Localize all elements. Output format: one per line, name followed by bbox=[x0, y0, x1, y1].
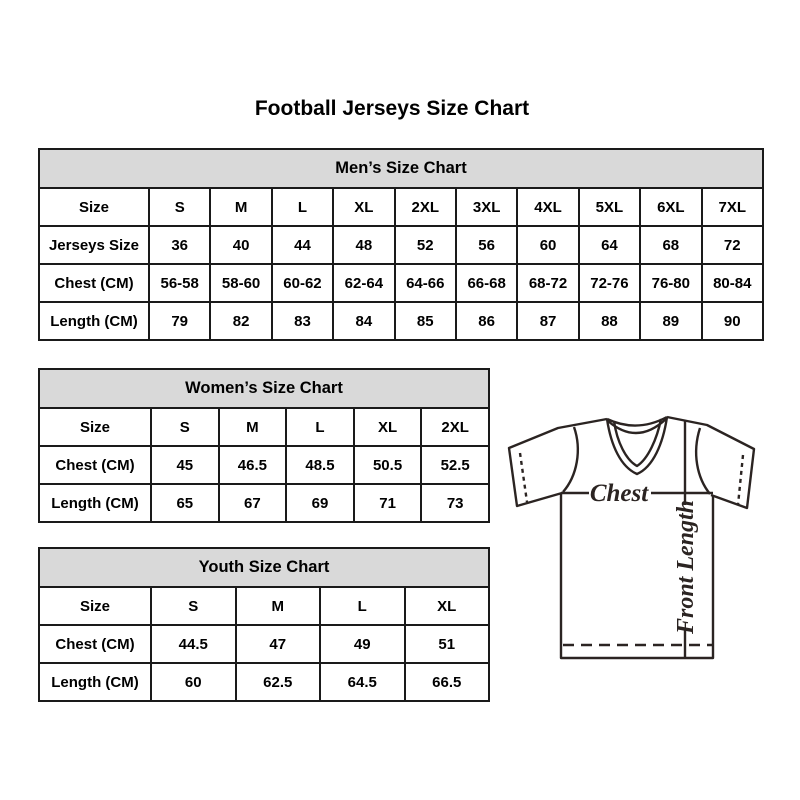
value-cell: 60 bbox=[517, 226, 578, 264]
row-label-cell: Size bbox=[39, 408, 151, 446]
value-cell: S bbox=[149, 188, 210, 226]
row-label-cell: Length (CM) bbox=[39, 484, 151, 522]
value-cell: 58-60 bbox=[210, 264, 271, 302]
value-cell: 73 bbox=[421, 484, 489, 522]
mens-size-table bbox=[38, 148, 764, 341]
value-cell: 64.5 bbox=[320, 663, 405, 701]
value-cell: 80-84 bbox=[702, 264, 763, 302]
table-row bbox=[39, 625, 489, 663]
value-cell: 60 bbox=[151, 663, 236, 701]
jersey-right-armhole-seam bbox=[696, 428, 710, 494]
value-cell: 48.5 bbox=[286, 446, 354, 484]
row-label-cell: Size bbox=[39, 587, 151, 625]
value-cell: 86 bbox=[456, 302, 517, 340]
value-cell: 5XL bbox=[579, 188, 640, 226]
table-title-row bbox=[39, 548, 489, 587]
row-label-cell: Chest (CM) bbox=[39, 446, 151, 484]
value-cell: 64 bbox=[579, 226, 640, 264]
value-cell: 66.5 bbox=[405, 663, 490, 701]
jersey-right-sleeve-outline bbox=[667, 417, 754, 508]
value-cell: 36 bbox=[149, 226, 210, 264]
value-cell: M bbox=[236, 587, 321, 625]
table-row bbox=[39, 264, 763, 302]
value-cell: 72 bbox=[702, 226, 763, 264]
value-cell: 76-80 bbox=[640, 264, 701, 302]
table-title-row bbox=[39, 369, 489, 408]
value-cell: S bbox=[151, 408, 219, 446]
value-cell: 46.5 bbox=[219, 446, 287, 484]
value-cell: 79 bbox=[149, 302, 210, 340]
value-cell: 6XL bbox=[640, 188, 701, 226]
value-cell: 2XL bbox=[395, 188, 456, 226]
value-cell: 47 bbox=[236, 625, 321, 663]
value-cell: 56-58 bbox=[149, 264, 210, 302]
chest-label: Chest bbox=[589, 480, 649, 507]
value-cell: 87 bbox=[517, 302, 578, 340]
value-cell: 52.5 bbox=[421, 446, 489, 484]
value-cell: 3XL bbox=[456, 188, 517, 226]
value-cell: 44.5 bbox=[151, 625, 236, 663]
value-cell: 69 bbox=[286, 484, 354, 522]
value-cell: S bbox=[151, 587, 236, 625]
value-cell: 89 bbox=[640, 302, 701, 340]
jersey-left-cuff-stitch bbox=[520, 453, 527, 502]
value-cell: 7XL bbox=[702, 188, 763, 226]
value-cell: 64-66 bbox=[395, 264, 456, 302]
table-row bbox=[39, 408, 489, 446]
table-title: Youth Size Chart bbox=[39, 548, 489, 587]
value-cell: 4XL bbox=[517, 188, 578, 226]
row-label-cell: Length (CM) bbox=[39, 302, 149, 340]
table-row bbox=[39, 484, 489, 522]
value-cell: 68-72 bbox=[517, 264, 578, 302]
jersey-measurement-diagram bbox=[500, 412, 765, 664]
value-cell: L bbox=[286, 408, 354, 446]
table-title-row bbox=[39, 149, 763, 188]
table-title: Men’s Size Chart bbox=[39, 149, 763, 188]
value-cell: XL bbox=[333, 188, 394, 226]
value-cell: 49 bbox=[320, 625, 405, 663]
value-cell: 60-62 bbox=[272, 264, 333, 302]
value-cell: L bbox=[272, 188, 333, 226]
womens-size-table bbox=[38, 368, 490, 523]
row-label-cell: Length (CM) bbox=[39, 663, 151, 701]
value-cell: 51 bbox=[405, 625, 490, 663]
value-cell: 72-76 bbox=[579, 264, 640, 302]
table-row bbox=[39, 663, 489, 701]
page-title: Football Jerseys Size Chart bbox=[254, 97, 530, 120]
value-cell: L bbox=[320, 587, 405, 625]
value-cell: 45 bbox=[151, 446, 219, 484]
value-cell: 84 bbox=[333, 302, 394, 340]
front-length-label: Front Length bbox=[673, 499, 699, 635]
value-cell: 44 bbox=[272, 226, 333, 264]
value-cell: 52 bbox=[395, 226, 456, 264]
value-cell: 66-68 bbox=[456, 264, 517, 302]
value-cell: 48 bbox=[333, 226, 394, 264]
table-row bbox=[39, 302, 763, 340]
row-label-cell: Size bbox=[39, 188, 149, 226]
value-cell: 88 bbox=[579, 302, 640, 340]
jersey-left-armhole-seam bbox=[563, 427, 578, 492]
value-cell: 67 bbox=[219, 484, 287, 522]
jersey-right-cuff-stitch bbox=[738, 455, 743, 505]
value-cell: 40 bbox=[210, 226, 271, 264]
value-cell: 2XL bbox=[421, 408, 489, 446]
table-title: Women’s Size Chart bbox=[39, 369, 489, 408]
value-cell: XL bbox=[405, 587, 490, 625]
value-cell: 62-64 bbox=[333, 264, 394, 302]
value-cell: 83 bbox=[272, 302, 333, 340]
row-label-cell: Jerseys Size bbox=[39, 226, 149, 264]
row-label-cell: Chest (CM) bbox=[39, 625, 151, 663]
value-cell: M bbox=[219, 408, 287, 446]
value-cell: 65 bbox=[151, 484, 219, 522]
value-cell: 68 bbox=[640, 226, 701, 264]
value-cell: 62.5 bbox=[236, 663, 321, 701]
value-cell: 85 bbox=[395, 302, 456, 340]
value-cell: XL bbox=[354, 408, 422, 446]
youth-size-table bbox=[38, 547, 490, 702]
table-row bbox=[39, 226, 763, 264]
row-label-cell: Chest (CM) bbox=[39, 264, 149, 302]
value-cell: 56 bbox=[456, 226, 517, 264]
value-cell: 90 bbox=[702, 302, 763, 340]
value-cell: 82 bbox=[210, 302, 271, 340]
table-row bbox=[39, 446, 489, 484]
value-cell: 71 bbox=[354, 484, 422, 522]
table-row bbox=[39, 587, 489, 625]
table-row bbox=[39, 188, 763, 226]
value-cell: 50.5 bbox=[354, 446, 422, 484]
value-cell: M bbox=[210, 188, 271, 226]
